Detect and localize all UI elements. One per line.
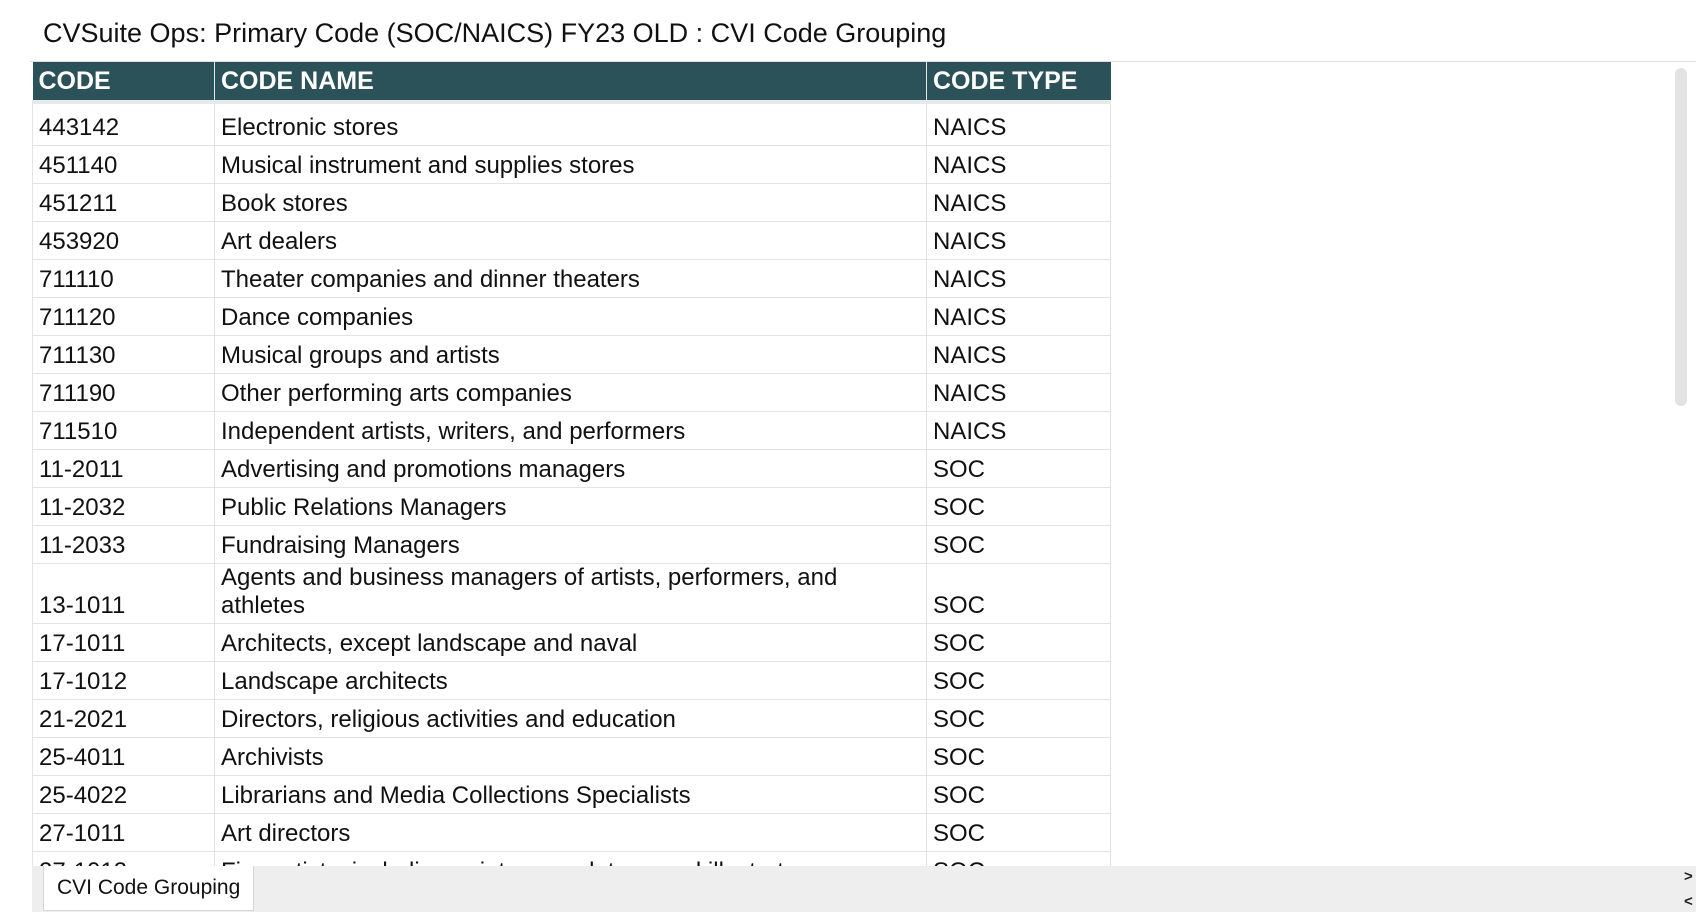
cell-code-name[interactable]: Landscape architects [215, 662, 927, 700]
cell-code-type[interactable]: SOC [927, 776, 1111, 814]
table-row [33, 662, 1111, 700]
cell-code[interactable]: 451140 [33, 146, 215, 184]
table-row [33, 776, 1111, 814]
table-row [33, 184, 1111, 222]
cell-code[interactable]: 451211 [33, 184, 215, 222]
table-row [33, 700, 1111, 738]
cell-code[interactable]: 453920 [33, 222, 215, 260]
cell-code-type[interactable]: SOC [927, 814, 1111, 852]
sheet-tab-cvi-code-grouping[interactable]: CVI Code Grouping [43, 866, 254, 911]
cell-code-name[interactable]: Librarians and Media Collections Specialists [215, 776, 927, 814]
table-row [33, 450, 1111, 488]
cell-code[interactable]: 21-2021 [33, 700, 215, 738]
cell-code[interactable]: 711190 [33, 374, 215, 412]
cell-code[interactable]: 11-2011 [33, 450, 215, 488]
table-row [33, 336, 1111, 374]
cell-code-name[interactable]: Directors, religious activities and education [215, 700, 927, 738]
cell-code-type[interactable]: NAICS [927, 298, 1111, 336]
cell-code-type[interactable]: SOC [927, 526, 1111, 564]
cell-code-type[interactable]: SOC [927, 700, 1111, 738]
cell-code-name[interactable]: Electronic stores [215, 102, 927, 146]
cell-code-name[interactable]: Art dealers [215, 222, 927, 260]
cell-code-type[interactable]: SOC [927, 564, 1111, 624]
cell-code-name[interactable]: Dance companies [215, 298, 927, 336]
table-row [33, 564, 1111, 624]
table-row [33, 102, 1111, 146]
cell-code[interactable]: 711110 [33, 260, 215, 298]
cell-code-type[interactable]: SOC [927, 624, 1111, 662]
prev-sheet-arrow-icon[interactable]: < [1684, 893, 1693, 910]
cell-code-type[interactable]: NAICS [927, 260, 1111, 298]
data-grid [32, 62, 1110, 865]
table-row [33, 624, 1111, 662]
table-row [33, 488, 1111, 526]
cell-code-name[interactable]: Archivists [215, 738, 927, 776]
cell-code-name[interactable]: Advertising and promotions managers [215, 450, 927, 488]
cell-code-name[interactable]: Fundraising Managers [215, 526, 927, 564]
cell-code-type[interactable]: NAICS [927, 184, 1111, 222]
cell-code[interactable]: 17-1012 [33, 662, 215, 700]
cell-code-type[interactable]: NAICS [927, 102, 1111, 146]
sheet-tab-bar [32, 866, 1696, 912]
cell-code-name[interactable]: Musical groups and artists [215, 336, 927, 374]
code-table [32, 62, 1111, 890]
cell-code-name[interactable]: Other performing arts companies [215, 374, 927, 412]
page-title: CVSuite Ops: Primary Code (SOC/NAICS) FY23 OLD : CVI Code Grouping [43, 18, 947, 48]
column-header-code-name[interactable]: CODE NAME [215, 62, 927, 102]
cell-code[interactable]: 25-4022 [33, 776, 215, 814]
table-row [33, 222, 1111, 260]
cell-code[interactable]: 711120 [33, 298, 215, 336]
cell-code-name[interactable]: Book stores [215, 184, 927, 222]
cell-code-type[interactable]: SOC [927, 738, 1111, 776]
cell-code[interactable]: 13-1011 [33, 564, 215, 624]
cell-code[interactable]: 25-4011 [33, 738, 215, 776]
table-row [33, 298, 1111, 336]
vertical-scrollbar-thumb[interactable] [1675, 68, 1687, 406]
cell-code[interactable]: 443142 [33, 102, 215, 146]
next-sheet-arrow-icon[interactable]: > [1684, 868, 1693, 885]
cell-code-name[interactable]: Theater companies and dinner theaters [215, 260, 927, 298]
cell-code[interactable]: 27-1011 [33, 814, 215, 852]
cell-code[interactable]: 711130 [33, 336, 215, 374]
cell-code-type[interactable]: NAICS [927, 374, 1111, 412]
column-header-code-type[interactable]: CODE TYPE [927, 62, 1111, 102]
cell-code-type[interactable]: NAICS [927, 412, 1111, 450]
cell-code-type[interactable]: NAICS [927, 146, 1111, 184]
cell-code-type[interactable]: SOC [927, 450, 1111, 488]
cell-code-name[interactable]: Agents and business managers of artists, performers, and athletes [215, 564, 927, 624]
cell-code-name[interactable]: Musical instrument and supplies stores [215, 146, 927, 184]
cell-code[interactable]: 17-1011 [33, 624, 215, 662]
cell-code-name[interactable]: Public Relations Managers [215, 488, 927, 526]
cell-code-type[interactable]: SOC [927, 662, 1111, 700]
table-row [33, 260, 1111, 298]
table-row [33, 738, 1111, 776]
header-row [33, 62, 1111, 102]
table-row [33, 146, 1111, 184]
cell-code-type[interactable]: SOC [927, 488, 1111, 526]
cell-code-type[interactable]: NAICS [927, 336, 1111, 374]
cell-code[interactable]: 11-2033 [33, 526, 215, 564]
cell-code[interactable]: 11-2032 [33, 488, 215, 526]
table-row [33, 526, 1111, 564]
table-row [33, 374, 1111, 412]
cell-code-name[interactable]: Independent artists, writers, and performers [215, 412, 927, 450]
cell-code-name[interactable]: Art directors [215, 814, 927, 852]
cell-code-name[interactable]: Architects, except landscape and naval [215, 624, 927, 662]
cell-code-type[interactable]: NAICS [927, 222, 1111, 260]
column-header-code[interactable]: CODE [33, 62, 215, 102]
table-row [33, 412, 1111, 450]
table-row [33, 814, 1111, 852]
cell-code[interactable]: 711510 [33, 412, 215, 450]
